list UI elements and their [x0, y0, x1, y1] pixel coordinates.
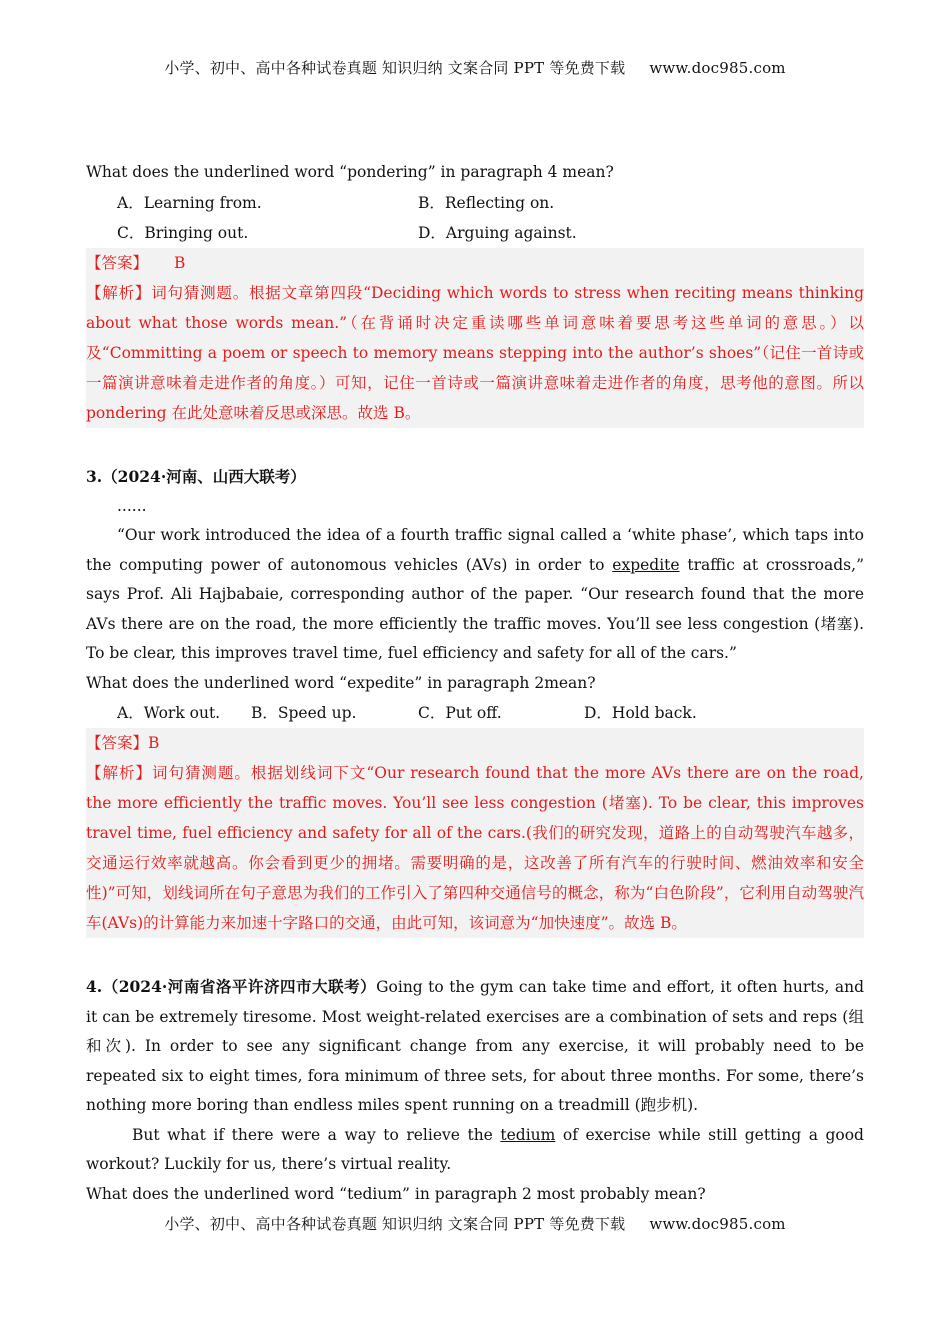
q4-paragraph-2 [86, 1121, 864, 1180]
q3-para-before: “Our work introduced the idea of a fourth traffic signal called a ‘white phase’, which taps into the computing power of autonomous vehicles (AVs) in order to [86, 526, 864, 574]
q2-options-row2 [86, 218, 864, 248]
q3-answer-box [86, 728, 864, 938]
footer-site: www.doc985.com [649, 1215, 786, 1233]
header-text: 小学、初中、高中各种试卷真题 知识归纳 文案合同 PPT 等免费下载 [164, 59, 626, 77]
q3-answer [86, 728, 864, 758]
q2-option-c: C．Bringing out. [117, 223, 249, 242]
q3-option-b: B．Speed up. [251, 704, 357, 722]
q4-underlined-word: tedium [500, 1125, 556, 1144]
q2-question: What does the underlined word “pondering” in paragraph 4 mean? [86, 163, 614, 181]
q2-answer-label: 【答案】 [86, 253, 149, 272]
q4-para2-after: of exercise while still getting a good workout? Luckily for us, there’s virtual reality. [86, 1125, 864, 1173]
q2-option-d: D．Arguing against. [418, 223, 577, 242]
q2-answer-value: B [174, 253, 186, 272]
page-footer [0, 1213, 950, 1234]
q2-explain-label: 【解析】 [86, 283, 152, 302]
q2-options-row1 [86, 188, 864, 218]
q2-answer [86, 248, 864, 278]
q3-paragraph [86, 521, 864, 669]
q4-heading: 4.（2024·河南省洛平许济四市大联考） [86, 977, 377, 996]
page-header [0, 57, 950, 78]
q2-explain-text: 词句猜测题。根据文章第四段“Deciding which words to stress when reciting means thinking about what those words mean.”（在背诵时决定重读哪些单词意味着要思考这些单词的意思。）以及“Committing a poem or speech to memory means stepping into the author’s shoes”（记住一首诗或一篇演讲意味着走进作者的角度。）可知，记住一首诗或一篇演讲意味着走进作者的角度，思考他的意图。所以 pondering 在此处意味着反思或深思。故选 B。 [86, 283, 864, 422]
q3-ellipsis: ...... [117, 496, 147, 515]
q3-question: What does the underlined word “expedite” in paragraph 2mean? [86, 673, 596, 692]
q3-explain-text: 词句猜测题。根据划线词下文“Our research found that the more AVs there are on the road, the more efficiently the traffic moves. You’ll see less congestion (堵塞). To be clear, this improves travel time, fuel efficiency and safety for all of the cars.(我们的研究发现，道路上的自动驾驶汽车越多，交通运行效率就越高。你会看到更少的拥堵。需要明确的是，这改善了所有汽车的行驶时间、燃油效率和安全性)”可知，划线词所在句子意思为我们的工作引入了第四种交通信号的概念，称为“白色阶段”，它利用自动驾驶汽车(AVs)的计算能力来加速十字路口的交通，由此可知，该词意为“加快速度”。故选 B。 [86, 764, 864, 932]
document-body [86, 158, 864, 1209]
q3-underlined-word: expedite [612, 555, 680, 574]
q3-option-a: A．Work out. [117, 704, 221, 722]
q4-question: What does the underlined word “tedium” in paragraph 2 most probably mean? [86, 1184, 706, 1203]
footer-text: 小学、初中、高中各种试卷真题 知识归纳 文案合同 PPT 等免费下载 [164, 1215, 626, 1233]
q4-para2-before: But what if there were a way to relieve the [132, 1125, 501, 1144]
q2-option-b: B．Reflecting on. [418, 193, 555, 212]
q2-answer-box [86, 248, 864, 428]
q3-heading: 3.（2024·河南、山西大联考） [86, 466, 306, 486]
q4-para1-text: Going to the gym can take time and effort, it often hurts, and it can be extremely tiresome. Most weight-related exercises are a combination of sets and reps (组和次). In order to see any significant change from any exercise, it will probably need to be repeated six to eight times, fora minimum of three sets, for about three months. For some, there’s nothing more boring than endless miles spent running on a treadmill (跑步机). [86, 978, 864, 1114]
q4-paragraph-1 [86, 972, 864, 1121]
q3-explanation [86, 758, 864, 938]
q3-option-c: C．Put off. [418, 704, 502, 722]
q3-explain-label: 【解析】 [86, 764, 152, 782]
q3-answer-label: 【答案】 [86, 734, 149, 752]
q3-option-d: D．Hold back. [584, 704, 697, 722]
q2-explanation [86, 278, 864, 428]
q3-para-after: traffic at crossroads,” says Prof. Ali Hajbabaie, corresponding author of the paper. “Our research found that the more AVs there are on the road, the more efficiently the traffic moves. You’ll see less congestion (堵塞). To be clear, this improves travel time, fuel efficiency and safety for all of the cars.” [86, 555, 864, 662]
q3-answer-value: B [148, 734, 160, 752]
header-site: www.doc985.com [649, 59, 786, 77]
q3-options [86, 698, 864, 728]
q2-option-a: A．Learning from. [117, 193, 262, 212]
